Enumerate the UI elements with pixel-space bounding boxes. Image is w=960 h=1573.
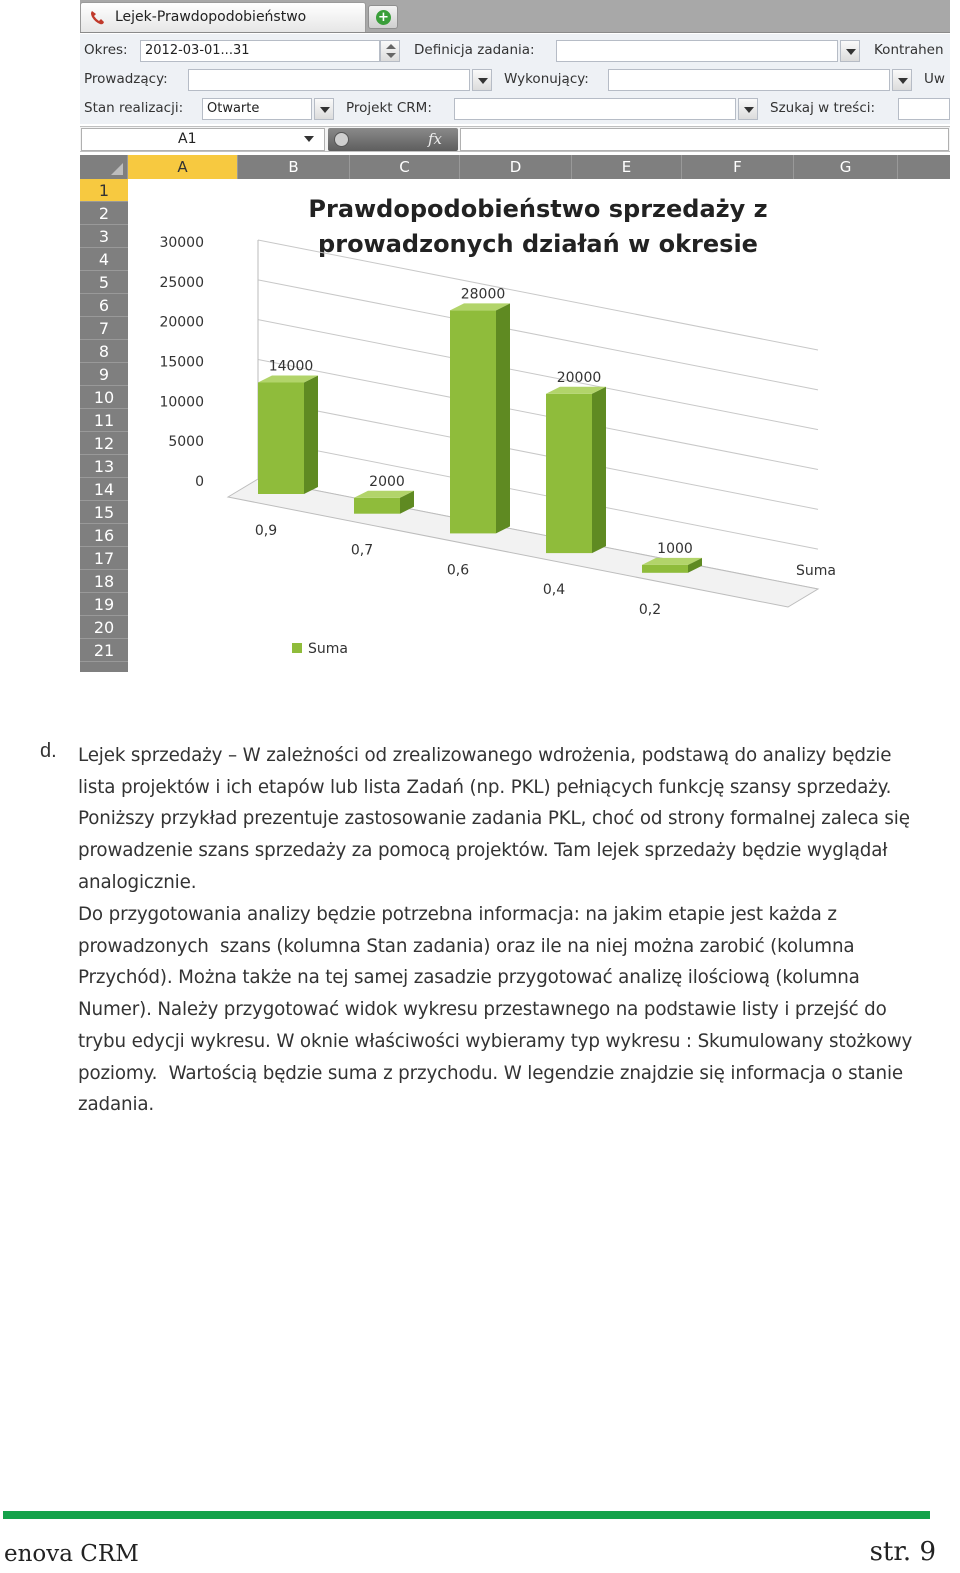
column-header-g[interactable]: G (794, 155, 898, 179)
stan-field[interactable]: Otwarte (202, 98, 312, 120)
prowadzacy-label: Prowadzący: (84, 71, 168, 87)
chart-floor (228, 479, 818, 607)
add-tab-button[interactable] (368, 5, 398, 29)
depth-axis-label: Suma (796, 563, 836, 579)
wykonujacy-field[interactable] (608, 69, 890, 91)
stan-label: Stan realizacji: (84, 100, 184, 116)
row-header[interactable]: 7 (80, 317, 128, 340)
prowadzacy-field[interactable] (188, 69, 470, 91)
gridline (258, 439, 818, 549)
data-label: 2000 (369, 473, 405, 490)
text-line: Numer). Należy przygotować widok wykresu przestawnego na podstawie listy i przejść do (78, 999, 887, 1021)
bar (450, 310, 496, 533)
data-label: 1000 (657, 540, 693, 557)
gridline (258, 360, 818, 470)
formula-bar (80, 126, 950, 152)
bar (642, 565, 688, 573)
row-header[interactable]: 18 (80, 570, 128, 593)
gridline (258, 280, 818, 390)
phone-icon (89, 8, 105, 26)
bar (258, 382, 304, 494)
circle-icon[interactable] (334, 132, 349, 147)
chart-title-line-1: Prawdopodobieństwo sprzedaży z (308, 195, 768, 223)
column-header-f[interactable]: F (682, 155, 794, 179)
chart-title-line-2: prowadzonych działań w okresie (318, 230, 758, 258)
wykonujacy-label: Wykonujący: (504, 71, 589, 87)
row-header[interactable]: 10 (80, 386, 128, 409)
bar-side (496, 303, 510, 533)
formula-input[interactable] (460, 128, 949, 151)
y-tick-label: 20000 (159, 314, 204, 331)
text-line: lista projektów i ich etapów lub lista Zadań (np. PKL) pełniących funkcję szansy sprzedaży. (78, 776, 892, 798)
szukaj-field[interactable] (898, 98, 950, 120)
prowadzacy-dropdown[interactable] (472, 69, 492, 91)
row-header[interactable]: 4 (80, 248, 128, 271)
text-line: Poniższy przykład prezentuje zastosowanie zadania PKL, choć od strony formalnej zaleca się (78, 808, 910, 830)
column-header-d[interactable]: D (460, 155, 572, 179)
legend-swatch (292, 643, 302, 653)
row-header[interactable]: 15 (80, 501, 128, 524)
category-label: 0,7 (350, 542, 374, 559)
y-tick-label: 30000 (159, 235, 204, 251)
definicja-field[interactable] (556, 40, 838, 62)
row-header[interactable]: 21 (80, 639, 128, 662)
bar (354, 498, 400, 514)
row-header[interactable]: 2 (80, 202, 128, 225)
okres-field[interactable]: 2012-03-01...31 (140, 40, 380, 62)
column-header-b[interactable]: B (238, 155, 350, 179)
list-marker: d. (40, 740, 57, 762)
gridline (258, 320, 818, 430)
fx-area (328, 128, 458, 151)
projekt-field[interactable] (454, 98, 736, 120)
y-tick-label: 25000 (159, 274, 204, 291)
footer-rule (3, 1511, 930, 1519)
text-line: zadania. (78, 1094, 155, 1116)
row-header[interactable]: 6 (80, 294, 128, 317)
category-label: 0,9 (254, 523, 278, 539)
chart (128, 179, 950, 672)
projekt-label: Projekt CRM: (346, 100, 432, 116)
row-header[interactable]: 17 (80, 547, 128, 570)
text-line: Do przygotowania analizy będzie potrzebna informacja: na jakim etapie jest każda z (78, 904, 837, 925)
data-label: 20000 (556, 369, 602, 386)
text-line: prowadzenie szans sprzedaży za pomocą projektów. Tam lejek sprzedaży będzie wyglądał (78, 840, 888, 862)
row-header[interactable]: 16 (80, 524, 128, 547)
chevron-down-icon[interactable] (304, 136, 314, 142)
column-header-e[interactable]: E (572, 155, 682, 179)
text-line: poziomy. Wartością będzie suma z przychodu. W legendzie znajdzie się informacja o stanie (78, 1062, 903, 1084)
row-header[interactable]: 14 (80, 478, 128, 501)
row-header[interactable]: 3 (80, 225, 128, 248)
column-header-a[interactable]: A (128, 155, 238, 179)
column-headers (80, 155, 950, 179)
fx-icon[interactable]: fx (428, 130, 443, 148)
stan-dropdown[interactable] (314, 98, 334, 120)
text-line: analogicznie. (78, 871, 197, 893)
y-tick-label: 5000 (168, 434, 204, 451)
select-all-corner[interactable] (80, 155, 128, 179)
text-line: Przychód). Można także na tej samej zasadzie przygotować analizę ilościową (kolumna (78, 967, 860, 989)
category-label: 0,2 (638, 601, 662, 618)
footer-product: enova CRM (4, 1541, 139, 1567)
text-line: trybu edycji wykresu. W oknie właściwości wybieramy typ wykresu : Skumulowany stożkowy (78, 1030, 913, 1052)
y-tick-label: 10000 (159, 394, 204, 411)
text-line: Lejek sprzedaży – W zależności od zrealizowanego wdrożenia, podstawą do analizy będzie (78, 745, 892, 766)
paragraph-2 (78, 899, 938, 1121)
category-label: 0,6 (446, 562, 470, 579)
uw-label: Uw (924, 71, 945, 87)
row-header[interactable]: 8 (80, 340, 128, 363)
row-header[interactable]: 9 (80, 363, 128, 386)
definicja-label: Definicja zadania: (414, 42, 535, 58)
y-tick-label: 15000 (159, 354, 204, 371)
bar-side (592, 387, 606, 553)
row-header[interactable]: 19 (80, 593, 128, 616)
projekt-dropdown[interactable] (738, 98, 758, 120)
bar-side (304, 375, 318, 494)
data-label: 28000 (460, 286, 506, 303)
kontrahent-label: Kontrahen (874, 42, 944, 58)
row-header[interactable]: 5 (80, 271, 128, 294)
filter-panel (80, 34, 950, 124)
column-header-c[interactable]: C (350, 155, 460, 179)
tab-lejek[interactable] (80, 2, 366, 32)
gridline (258, 399, 818, 509)
row-header[interactable]: 1 (80, 179, 128, 202)
wykonujacy-dropdown[interactable] (892, 69, 912, 91)
row-header[interactable]: 20 (80, 616, 128, 639)
szukaj-label: Szukaj w treści: (770, 100, 876, 116)
legend-label: Suma (308, 641, 348, 657)
row-headers (80, 179, 128, 672)
okres-spinner[interactable] (380, 40, 400, 62)
plus-circle-icon: + (376, 10, 391, 25)
definicja-dropdown[interactable] (840, 40, 860, 62)
name-box[interactable]: A1 (81, 128, 325, 151)
data-label: 14000 (268, 358, 314, 375)
embedded-screenshot (80, 0, 950, 672)
page-number: str. 9 (869, 1537, 936, 1567)
y-tick-label: 0 (195, 474, 204, 490)
row-header[interactable]: 11 (80, 409, 128, 432)
category-label: 0,4 (542, 582, 566, 599)
bar (546, 394, 592, 553)
row-header[interactable]: 12 (80, 432, 128, 455)
text-line: prowadzonych szans (kolumna Stan zadania) oraz ile na niej można zarobić (kolumna (78, 935, 855, 957)
row-header[interactable]: 13 (80, 455, 128, 478)
okres-label: Okres: (84, 42, 128, 58)
tab-label: Lejek-Prawdopodobieństwo (115, 9, 307, 25)
paragraph-1 (78, 740, 938, 899)
tab-bar (80, 0, 950, 33)
